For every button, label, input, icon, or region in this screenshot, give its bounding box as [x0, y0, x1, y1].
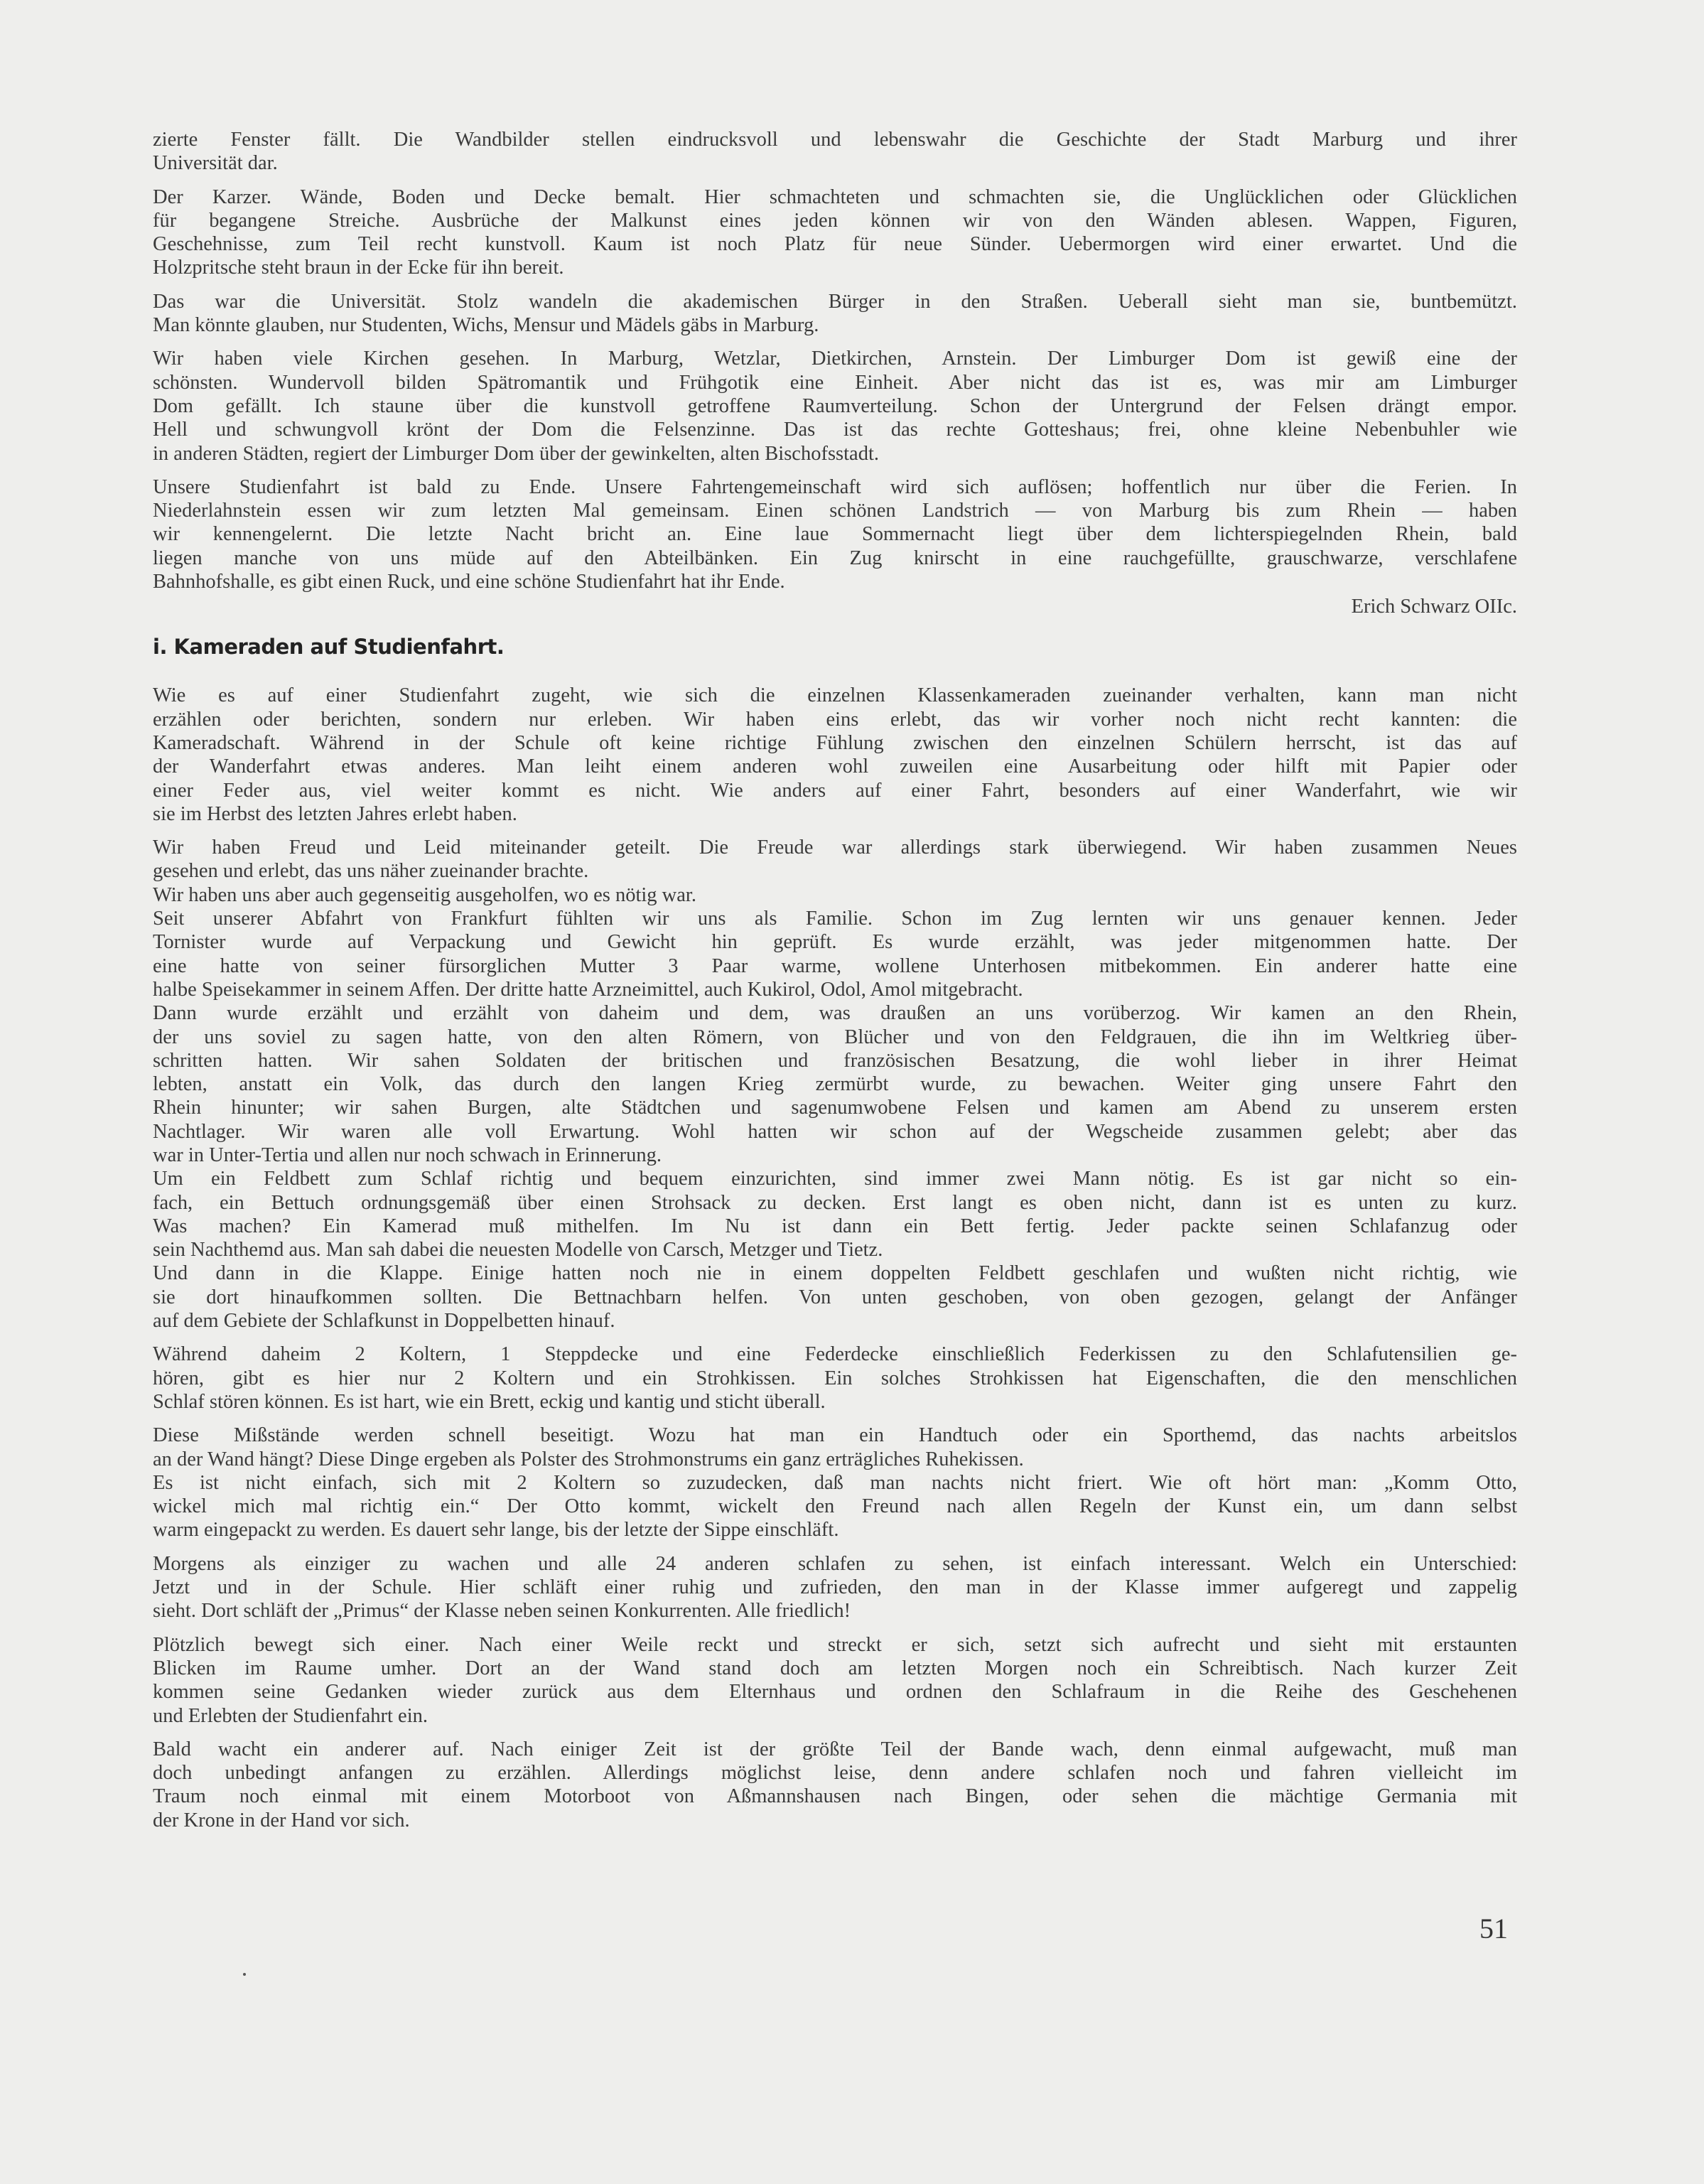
text-line: Das war die Universität. Stolz wandeln die akademischen Bürger in den Straßen. Ueberall sieht man sie, buntbemützt.: [153, 290, 1517, 313]
text-line: Universität dar.: [153, 152, 278, 175]
paragraph: [153, 1738, 1517, 1832]
text-line: erzählen oder berichten, sondern nur erleben. Wir haben eins erlebt, das wir vorher noch nicht recht kannten: die: [153, 708, 1517, 731]
paragraph: [153, 883, 1517, 907]
text-line: wickel mich mal richtig ein.“ Der Otto kommt, wickelt den Freund nach allen Regeln der Kunst ein, um dann selbst: [153, 1495, 1517, 1518]
text-line: Holzpritsche steht braun in der Ecke für ihn bereit.: [153, 257, 564, 279]
text-line: liegen manche von uns müde auf den Abteilbänken. Ein Zug knirscht in eine rauchgefüllte, grauschwarze, verschlafene: [153, 547, 1517, 569]
text-line: der Wanderfahrt etwas anderes. Man leiht einem anderen wohl zuweilen eine Ausarbeitung oder hilft mit Papier oder: [153, 755, 1517, 778]
text-line: Traum noch einmal mit einem Motorboot von Aßmannshausen nach Bingen, oder sehen die mächtige Germania mit: [153, 1785, 1517, 1808]
text-line: Dann wurde erzählt und erzählt von daheim und dem, was draußen an uns vorüberzog. Wir kamen an den Rhein,: [153, 1002, 1517, 1025]
text-line: Und dann in die Klappe. Einige hatten noch nie in einem doppelten Feldbett geschlafen und wußten nicht richtig, wie: [153, 1262, 1517, 1285]
text-line: Tornister wurde auf Verpackung und Gewicht hin geprüft. Es wurde erzählt, was jeder mitgenommen hatte. Der: [153, 931, 1517, 954]
text-line: Bald wacht ein anderer auf. Nach einiger Zeit ist der größte Teil der Bande wach, denn einmal aufgewacht, muß man: [153, 1738, 1517, 1760]
text-line: Man könnte glauben, nur Studenten, Wichs, Mensur und Mädels gäbs in Marburg.: [153, 314, 819, 337]
paragraph: [153, 347, 1517, 465]
text-line: sieht. Dort schläft der „Primus“ der Klasse neben seinen Konkurrenten. Alle friedlich!: [153, 1600, 851, 1623]
text-line: Seit unserer Abfahrt von Frankfurt fühlten wir uns als Familie. Schon im Zug lernten wir uns genauer kennen. Jeder: [153, 908, 1517, 930]
text-line: Morgens als einziger zu wachen und alle 24 anderen schlafen zu sehen, ist einfach interessant. Welch ein Unterschied:: [153, 1552, 1517, 1575]
text-line: Rhein hinunter; wir sahen Burgen, alte Städtchen und sagenumwobene Felsen und kamen am Abend zu unserem ersten: [153, 1097, 1517, 1119]
text-line: Wie es auf einer Studienfahrt zugeht, wie sich die einzelnen Klassenkameraden zueinander verhalten, kann man nicht: [153, 684, 1517, 707]
paragraph: [153, 185, 1517, 280]
text-line: Unsere Studienfahrt ist bald zu Ende. Unsere Fahrtengemeinschaft wird sich auflösen; hoffentlich nur über die Ferien. In: [153, 475, 1517, 498]
scan-speck: [243, 1973, 246, 1976]
text-line: warm eingepackt zu werden. Es dauert sehr lange, bis der letzte der Sippe einschläft.: [153, 1519, 839, 1542]
text-line: Plötzlich bewegt sich einer. Nach einer Weile reckt und streckt er sich, setzt sich aufrecht und sieht mit erstaunten: [153, 1633, 1517, 1656]
author-signature: Erich Schwarz OIIc.: [1351, 596, 1517, 618]
document-body: [153, 128, 1517, 1832]
text-line: doch unbedingt anfangen zu erzählen. Allerdings möglichst leise, denn andere schlafen noch und fahren vielleicht im: [153, 1762, 1517, 1785]
text-line: für begangene Streiche. Ausbrüche der Malkunst eines jeden können wir von den Wänden ablesen. Wappen, Figuren,: [153, 209, 1517, 232]
text-line: Wir haben uns aber auch gegenseitig ausgeholfen, wo es nötig war.: [153, 883, 696, 906]
text-line: Wir haben Freud und Leid miteinander geteilt. Die Freude war allerdings stark überwiegend. Wir haben zusammen Neues: [153, 837, 1517, 859]
text-line: und Erlebten der Studienfahrt ein.: [153, 1704, 428, 1727]
text-line: Um ein Feldbett zum Schlaf richtig und bequem einzurichten, sind immer zwei Mann nötig. Es ist gar nicht so ein-: [153, 1168, 1517, 1190]
text-line: Bahnhofshalle, es gibt einen Ruck, und eine schöne Studienfahrt hat ihr Ende.: [153, 571, 785, 593]
text-line: in anderen Städten, regiert der Limburger Dom über der gewinkelten, alten Bischofsstadt.: [153, 442, 879, 465]
text-line: hören, gibt es hier nur 2 Koltern und ein Strohkissen. Ein solches Strohkissen hat Eigenschaften, die den menschlichen: [153, 1367, 1517, 1389]
text-line: Wir haben viele Kirchen gesehen. In Marburg, Wetzlar, Dietkirchen, Arnstein. Der Limburger Dom ist gewiß eine der: [153, 348, 1517, 370]
text-line: war in Unter-Tertia und allen nur noch schwach in Erinnerung.: [153, 1144, 662, 1166]
text-line: der uns soviel zu sagen hatte, von den alten Römern, von Blücher und von den Feldgrauen, die ihn im Weltkrieg über-: [153, 1026, 1517, 1048]
paragraph: [153, 475, 1517, 593]
text-line: wir kennengelernt. Die letzte Nacht bricht an. Eine laue Sommernacht liegt über dem lichterspiegelnden Rhein, bald: [153, 523, 1517, 546]
text-line: einer Feder aus, viel weiter kommt es nicht. Wie anders auf einer Fahrt, besonders auf einer Wanderfahrt, wie wir: [153, 779, 1517, 802]
text-line: Jetzt und in der Schule. Hier schläft einer ruhig und zufrieden, den man in der Klasse immer aufgeregt und zappelig: [153, 1576, 1517, 1599]
section-universitaet: [153, 128, 1517, 593]
text-line: Diese Mißstände werden schnell beseitigt. Wozu hat man ein Handtuch oder ein Sporthemd, das nachts arbeitslos: [153, 1424, 1517, 1447]
section-heading: i. Kameraden auf Studienfahrt.: [153, 635, 505, 660]
paragraph: [153, 907, 1517, 1001]
page-number: 51: [1479, 1913, 1508, 1944]
text-line: Kameradschaft. Während in der Schule oft keine richtige Fühlung zwischen den einzelnen Schülern herrscht, ist das auf: [153, 731, 1517, 754]
text-line: Der Karzer. Wände, Boden und Decke bemalt. Hier schmachteten und schmachten sie, die Unglücklichen oder Glücklichen: [153, 185, 1517, 208]
section-kameraden: [153, 684, 1517, 1832]
text-line: eine hatte von seiner fürsorglichen Mutter 3 Paar warme, wollene Unterhosen mitbekommen. Ein anderer hatte eine: [153, 954, 1517, 977]
text-line: zierte Fenster fällt. Die Wandbilder stellen eindrucksvoll und lebenswahr die Geschichte der Stadt Marburg und ihrer: [153, 129, 1517, 151]
text-line: kommen seine Gedanken wieder zurück aus dem Elternhaus und ordnen den Schlafraum in die Reihe des Geschehenen: [153, 1681, 1517, 1704]
text-line: schönsten. Wundervoll bilden Spätromantik und Frühgotik eine Einheit. Aber nicht das ist es, was mir am Limburger: [153, 371, 1517, 394]
paragraph: [153, 1424, 1517, 1471]
paragraph: [153, 1471, 1517, 1542]
paragraph: [153, 1633, 1517, 1728]
text-line: sie im Herbst des letzten Jahres erlebt haben.: [153, 802, 517, 825]
paragraph: [153, 1552, 1517, 1623]
paragraph: [153, 684, 1517, 826]
text-line: halbe Speisekammer in seinem Affen. Der dritte hatte Arzneimittel, auch Kukirol, Odol, Amol mitgebracht.: [153, 978, 1023, 1001]
paragraph: [153, 1001, 1517, 1167]
text-line: Niederlahnstein essen wir zum letzten Mal gemeinsam. Einen schönen Landstrich — von Marburg bis zum Rhein — haben: [153, 500, 1517, 522]
text-line: Es ist nicht einfach, sich mit 2 Koltern so zuzudecken, daß man nachts nicht friert. Wie oft hört man: „Komm Otto,: [153, 1471, 1517, 1494]
text-line: Hell und schwungvoll krönt der Dom die Felsenzinne. Das ist das rechte Gotteshaus; frei, ohne kleine Nebenbuhler wie: [153, 419, 1517, 441]
text-line: Nachtlager. Wir waren alle voll Erwartung. Wohl hatten wir schon auf der Wegscheide zusammen gelebt; aber das: [153, 1120, 1517, 1143]
paragraph: [153, 1343, 1517, 1414]
paragraph: [153, 128, 1517, 176]
text-line: Während daheim 2 Koltern, 1 Steppdecke und eine Federdecke einschließlich Federkissen zu den Schlafutensilien ge-: [153, 1343, 1517, 1366]
text-line: Dom gefällt. Ich staune über die kunstvoll getroffene Raumverteilung. Schon der Untergrund der Felsen drängt empor.: [153, 394, 1517, 417]
paragraph: [153, 1167, 1517, 1262]
text-line: schritten hatten. Wir sahen Soldaten der britischen und französischen Besatzung, die wohl lieber in ihrer Heimat: [153, 1049, 1517, 1072]
paragraph: [153, 836, 1517, 883]
text-line: auf dem Gebiete der Schlafkunst in Doppelbetten hinauf.: [153, 1310, 615, 1333]
text-line: gesehen und erlebt, das uns näher zueinander brachte.: [153, 860, 589, 883]
text-line: Was machen? Ein Kamerad muß mithelfen. Im Nu ist dann ein Bett fertig. Jeder packte seinen Schlafanzug oder: [153, 1215, 1517, 1237]
paragraph: [153, 1262, 1517, 1333]
text-line: fach, ein Bettuch ordnungsgemäß über einen Strohsack zu decken. Erst langt es oben nicht, dann ist es unten zu kurz.: [153, 1191, 1517, 1214]
text-line: lebten, anstatt ein Volk, das durch den langen Krieg zermürbt wurde, zu bewachen. Weiter ging unsere Fahrt den: [153, 1073, 1517, 1096]
text-line: der Krone in der Hand vor sich.: [153, 1809, 410, 1831]
text-line: Blicken im Raume umher. Dort an der Wand stand doch am letzten Morgen noch ein Schreibtisch. Nach kurzer Zeit: [153, 1657, 1517, 1679]
text-line: Geschehnisse, zum Teil recht kunstvoll. Kaum ist noch Platz für neue Sünder. Uebermorgen wird einer erwartet. Und die: [153, 233, 1517, 256]
text-line: sein Nachthemd aus. Man sah dabei die neuesten Modelle von Carsch, Metzger und Tietz.: [153, 1239, 883, 1262]
paragraph: [153, 290, 1517, 338]
text-line: sie dort hinaufkommen sollten. Die Bettnachbarn helfen. Von unten geschoben, von oben gezogen, gelangt der Anfänger: [153, 1286, 1517, 1308]
text-line: Schlaf stören können. Es ist hart, wie ein Brett, eckig und kantig und sticht überall.: [153, 1390, 826, 1413]
text-line: an der Wand hängt? Diese Dinge ergeben als Polster des Strohmonstrums ein ganz erträgliches Ruhekissen.: [153, 1448, 1024, 1470]
